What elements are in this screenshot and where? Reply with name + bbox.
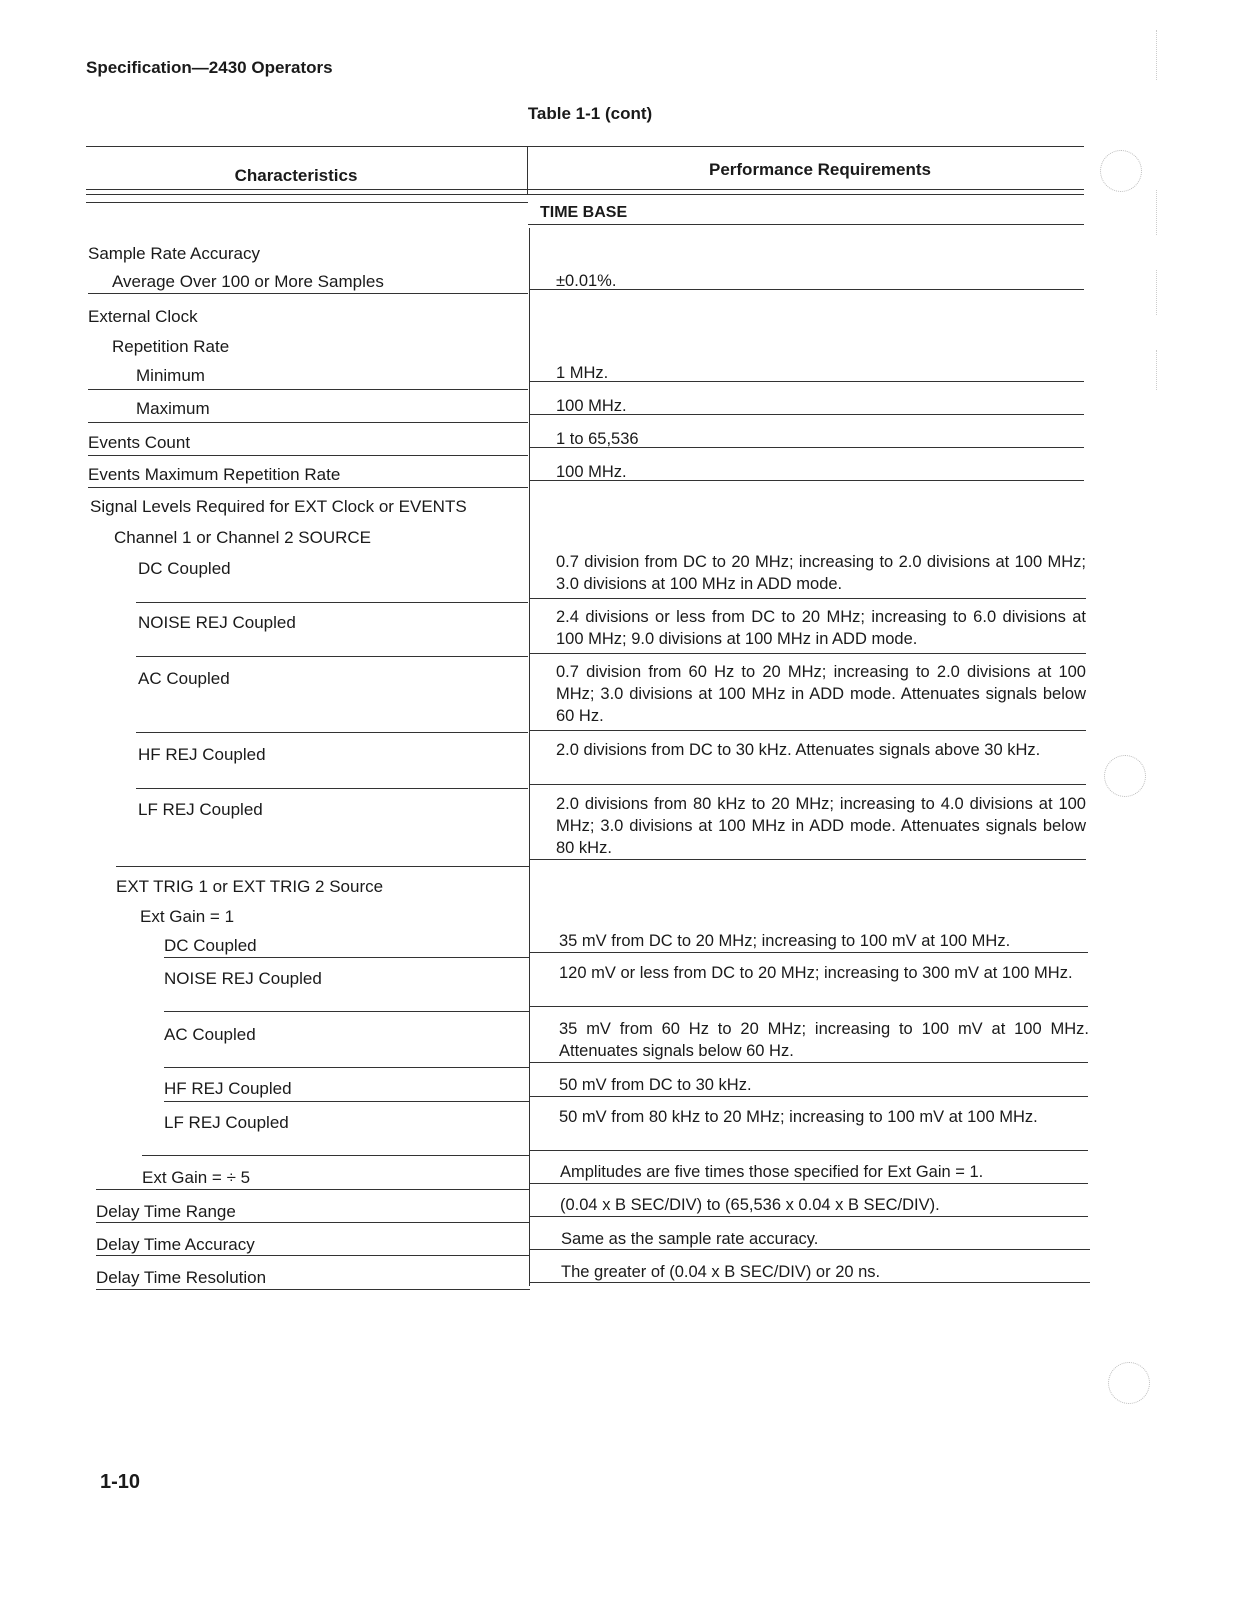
req-events-count: 1 to 65,536	[556, 430, 639, 448]
margin-mark	[1156, 190, 1157, 235]
char-ext-gain-5: Ext Gain = ÷ 5	[142, 1168, 251, 1187]
row-rule	[530, 1216, 1088, 1217]
char-ext-hf-rej: HF REJ Coupled	[164, 1079, 292, 1098]
row-rule	[164, 1101, 530, 1102]
char-minimum: Minimum	[136, 366, 205, 385]
row-rule	[88, 422, 528, 423]
char-maximum: Maximum	[136, 399, 210, 418]
char-external-clock: External Clock	[88, 307, 198, 326]
char-signal-levels: Signal Levels Required for EXT Clock or EVENTS	[90, 497, 467, 516]
row-rule	[136, 656, 528, 657]
row-rule	[530, 730, 1086, 731]
row-rule	[164, 1011, 530, 1012]
req-delay-time-range: (0.04 x B SEC/DIV) to (65,536 x 0.04 x B SEC/DIV).	[560, 1196, 940, 1214]
char-ext-dc-coupled: DC Coupled	[164, 936, 257, 955]
char-ext-noise-rej: NOISE REJ Coupled	[164, 969, 322, 988]
char-ext-ac-coupled: AC Coupled	[164, 1025, 256, 1044]
row-rule	[530, 653, 1086, 654]
char-delay-time-range: Delay Time Range	[96, 1202, 236, 1221]
margin-mark	[1156, 350, 1157, 390]
req-ext-noise-rej: 120 mV or less from DC to 20 MHz; increasing to 300 mV at 100 MHz.	[559, 964, 1073, 982]
binder-hole	[1104, 755, 1146, 797]
req-ch-noise-rej: 2.4 divisions or less from DC to 20 MHz; increasing to 6.0 divisions at 100 MHz; 9.0 divisions at 100 MHz in ADD mode.	[556, 608, 1086, 648]
header-bottom-rule-2	[86, 194, 1084, 195]
row-rule	[164, 1067, 530, 1068]
row-rule	[530, 598, 1086, 599]
row-rule	[530, 447, 1084, 448]
row-rule	[530, 1006, 1088, 1007]
char-events-max-rep-rate: Events Maximum Repetition Rate	[88, 465, 341, 484]
row-rule	[96, 1222, 530, 1223]
char-channel-source: Channel 1 or Channel 2 SOURCE	[114, 528, 372, 547]
section-rule	[86, 202, 528, 203]
char-ch-ac-coupled: AC Coupled	[138, 669, 230, 688]
row-rule	[530, 414, 1084, 415]
row-rule	[530, 859, 1086, 860]
req-delay-time-resolution: The greater of (0.04 x B SEC/DIV) or 20 ns.	[561, 1263, 881, 1281]
row-rule	[530, 1150, 1088, 1151]
req-ch-dc-coupled: 0.7 division from DC to 20 MHz; increasing to 2.0 divisions at 100 MHz; 3.0 divisions at 100 MHz in ADD mode.	[556, 553, 1086, 593]
page-number: 1-10	[100, 1471, 141, 1493]
req-ch-ac-coupled: 0.7 division from 60 Hz to 20 MHz; increasing to 2.0 divisions at 100 MHz; 3.0 divisions at 100 MHz in ADD mode. Attenuates signals below 60 Hz.	[556, 663, 1086, 725]
binder-hole	[1108, 1362, 1150, 1404]
margin-mark	[1156, 270, 1157, 315]
section-rule-right	[528, 224, 1084, 225]
row-rule	[116, 866, 530, 867]
req-ext-gain-5: Amplitudes are five times those specified for Ext Gain = 1.	[560, 1163, 984, 1181]
row-rule	[530, 1096, 1088, 1097]
char-ch-noise-rej: NOISE REJ Coupled	[138, 613, 296, 632]
row-rule	[96, 1289, 530, 1290]
req-ext-lf-rej: 50 mV from 80 kHz to 20 MHz; increasing to 100 mV at 100 MHz.	[559, 1108, 1038, 1126]
req-sample-rate: ±0.01%.	[556, 272, 617, 290]
table-title: Table 1-1 (cont)	[527, 104, 653, 123]
char-ch-dc-coupled: DC Coupled	[138, 559, 231, 578]
row-rule	[136, 732, 528, 733]
req-ext-dc-coupled: 35 mV from DC to 20 MHz; increasing to 100 mV at 100 MHz.	[559, 932, 1011, 950]
row-rule	[136, 602, 528, 603]
char-average-over-100: Average Over 100 or More Samples	[112, 272, 384, 291]
row-rule	[136, 788, 528, 789]
header-bottom-rule	[86, 189, 1084, 190]
req-maximum: 100 MHz.	[556, 397, 627, 415]
row-rule	[88, 455, 528, 456]
req-ch-lf-rej: 2.0 divisions from 80 kHz to 20 MHz; increasing to 4.0 divisions at 100 MHz; 3.0 divisions at 100 MHz in ADD mode. Attenuates signals below 80 kHz.	[556, 795, 1086, 857]
table-top-rule	[86, 146, 1084, 147]
row-rule	[88, 293, 528, 294]
row-rule	[530, 784, 1086, 785]
req-minimum: 1 MHz.	[556, 364, 609, 382]
row-rule	[530, 952, 1088, 953]
row-rule	[88, 487, 528, 488]
section-title: TIME BASE	[540, 204, 628, 221]
row-rule	[530, 1183, 1088, 1184]
char-ch-hf-rej: HF REJ Coupled	[138, 745, 266, 764]
running-head: Specification—2430 Operators	[86, 58, 333, 77]
row-rule	[530, 1282, 1090, 1283]
row-rule	[530, 480, 1084, 481]
req-ext-hf-rej: 50 mV from DC to 30 kHz.	[559, 1076, 752, 1094]
req-delay-time-accuracy: Same as the sample rate accuracy.	[561, 1230, 819, 1248]
req-ext-ac-coupled: 35 mV from 60 Hz to 20 MHz; increasing to 100 mV at 100 MHz. Attenuates signals below 60 Hz.	[559, 1020, 1089, 1060]
char-ext-trig-source: EXT TRIG 1 or EXT TRIG 2 Source	[116, 877, 384, 896]
req-events-max-rep-rate: 100 MHz.	[556, 463, 627, 481]
row-rule	[164, 957, 530, 958]
row-rule	[96, 1189, 530, 1190]
char-delay-time-resolution: Delay Time Resolution	[96, 1268, 267, 1287]
char-events-count: Events Count	[88, 433, 191, 452]
char-ext-gain-1: Ext Gain = 1	[140, 907, 235, 926]
char-delay-time-accuracy: Delay Time Accuracy	[96, 1235, 255, 1254]
margin-mark	[1156, 30, 1157, 80]
row-rule	[88, 389, 528, 390]
column-header-performance: Performance Requirements	[708, 160, 932, 179]
row-rule	[142, 1155, 530, 1156]
char-ext-lf-rej: LF REJ Coupled	[164, 1113, 289, 1132]
char-ch-lf-rej: LF REJ Coupled	[138, 800, 263, 819]
binder-hole	[1100, 150, 1142, 192]
row-rule	[530, 1249, 1090, 1250]
row-rule	[530, 381, 1084, 382]
row-rule	[530, 1062, 1088, 1063]
body-column-divider	[529, 228, 530, 1286]
row-rule	[96, 1255, 530, 1256]
char-repetition-rate: Repetition Rate	[112, 337, 230, 356]
header-column-divider	[527, 146, 528, 194]
row-rule	[530, 289, 1084, 290]
column-header-characteristics: Characteristics	[234, 166, 358, 185]
char-sample-rate-accuracy: Sample Rate Accuracy	[88, 244, 260, 263]
req-ch-hf-rej: 2.0 divisions from DC to 30 kHz. Attenuates signals above 30 kHz.	[556, 741, 1041, 759]
